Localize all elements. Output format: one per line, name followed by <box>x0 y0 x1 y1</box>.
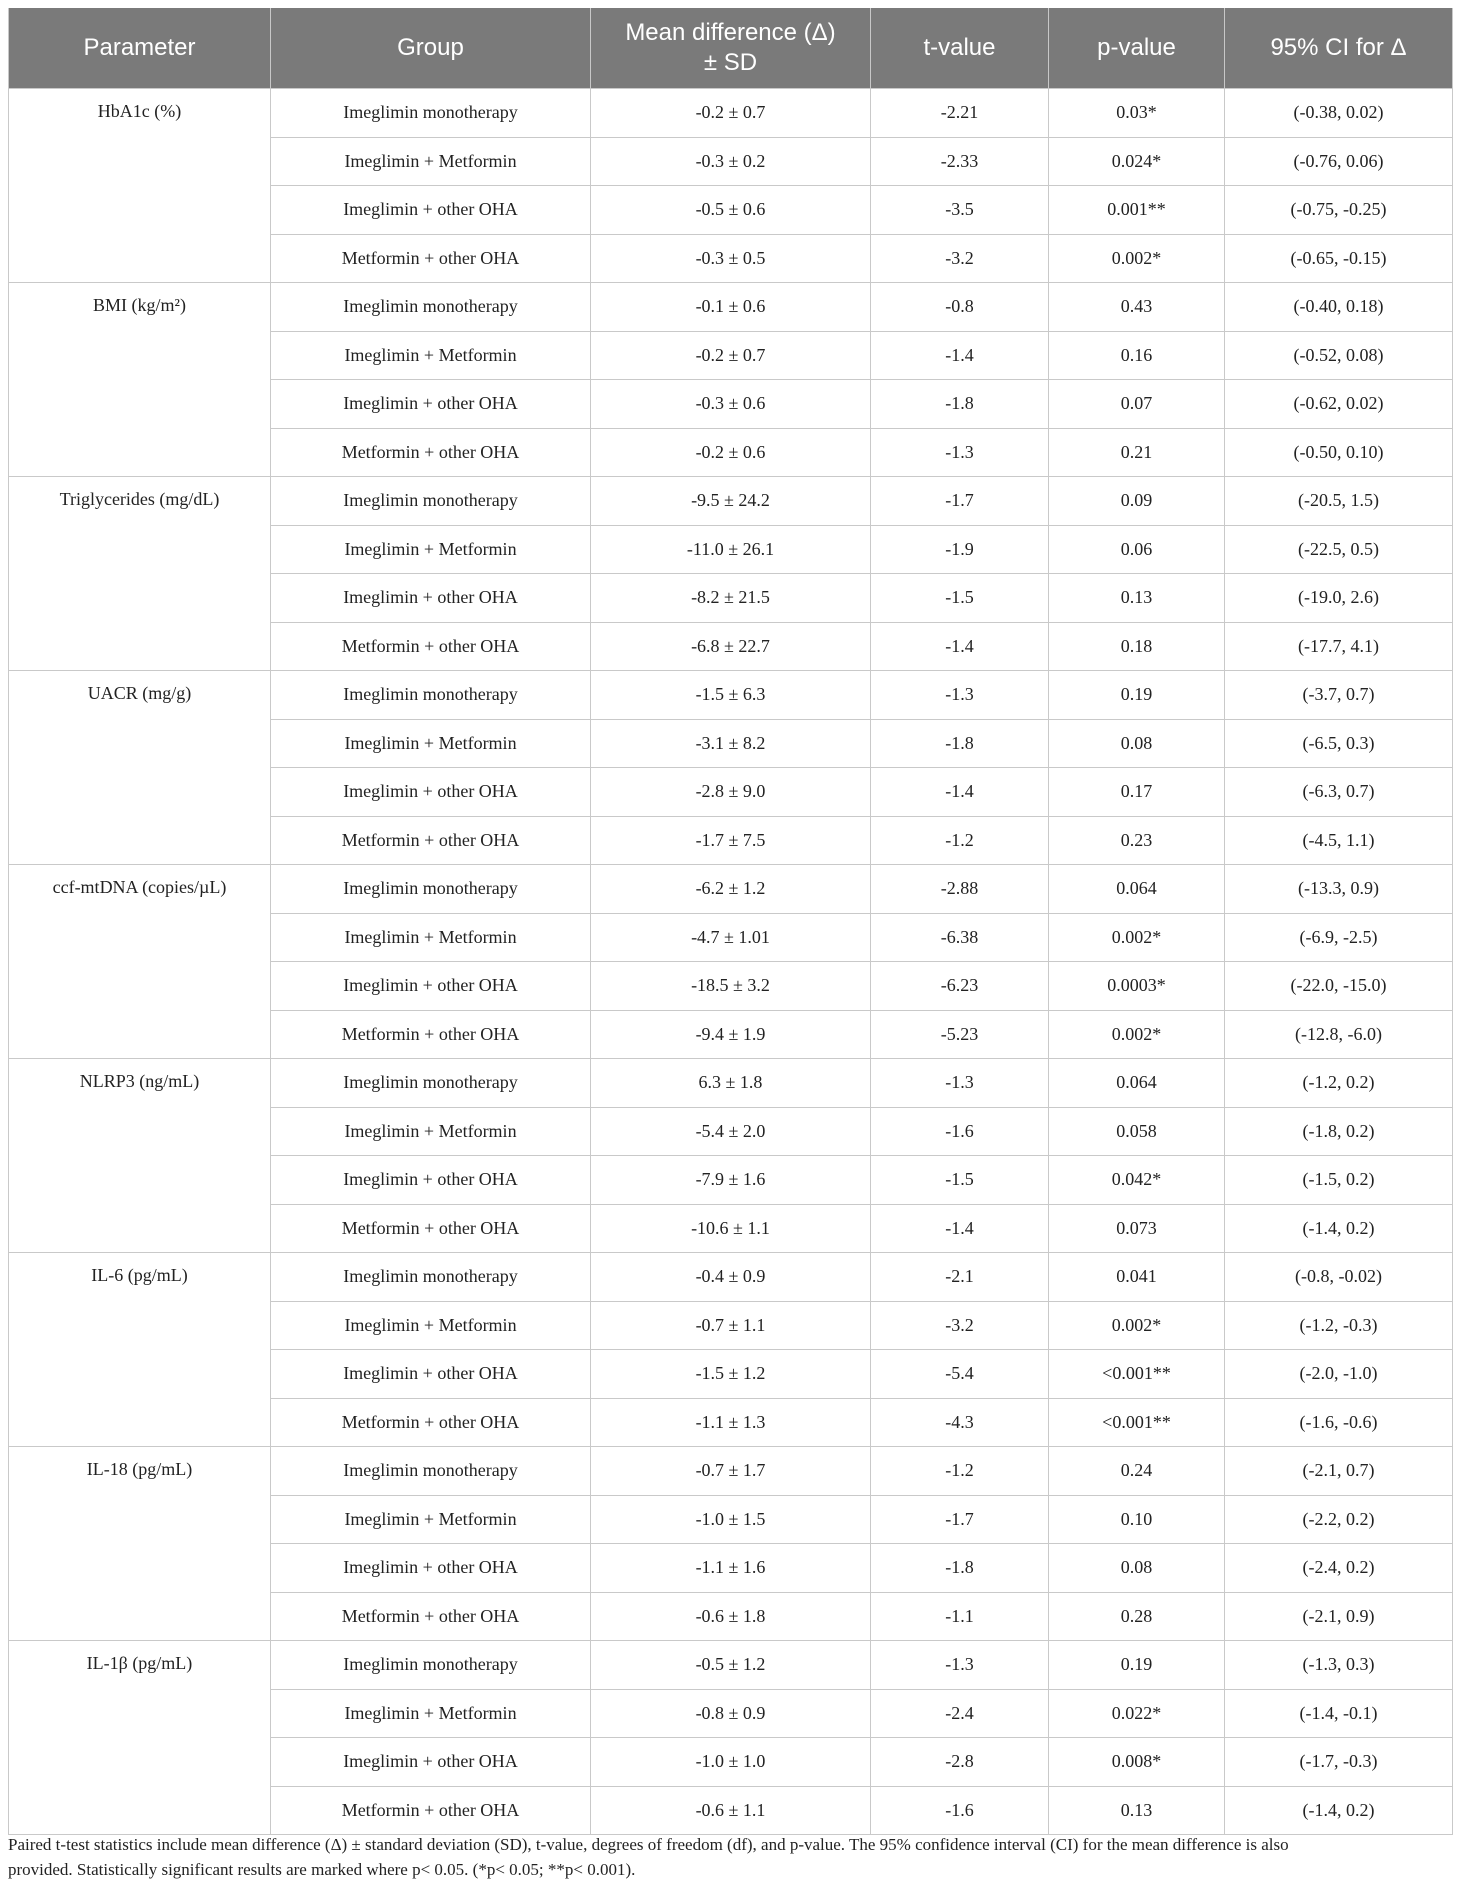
p-value-cell: 0.21 <box>1049 428 1225 477</box>
t-value-cell: -6.23 <box>871 962 1049 1011</box>
t-value-cell: -2.21 <box>871 89 1049 138</box>
parameter-cell: ccf-mtDNA (copies/µL) <box>9 865 271 1059</box>
mean-difference-cell: -0.7 ± 1.7 <box>591 1447 871 1496</box>
paired-t-test-table <box>8 8 1453 1835</box>
mean-difference-cell: -0.4 ± 0.9 <box>591 1253 871 1302</box>
group-cell: Imeglimin monotherapy <box>271 89 591 138</box>
header-parameter <box>9 8 271 89</box>
ci-cell: (-1.4, -0.1) <box>1225 1689 1453 1738</box>
t-value-cell: -0.8 <box>871 283 1049 332</box>
parameter-cell: UACR (mg/g) <box>9 671 271 865</box>
group-cell: Imeglimin monotherapy <box>271 283 591 332</box>
p-value-cell: 0.0003* <box>1049 962 1225 1011</box>
mean-difference-cell: -0.5 ± 1.2 <box>591 1641 871 1690</box>
p-value-cell: 0.002* <box>1049 1301 1225 1350</box>
group-cell: Imeglimin monotherapy <box>271 865 591 914</box>
group-cell: Metformin + other OHA <box>271 816 591 865</box>
ci-cell: (-6.9, -2.5) <box>1225 913 1453 962</box>
mean-difference-cell: -0.2 ± 0.7 <box>591 331 871 380</box>
p-value-cell: 0.022* <box>1049 1689 1225 1738</box>
results-table-container <box>8 8 1452 1835</box>
t-value-cell: -1.5 <box>871 574 1049 623</box>
table-row <box>9 1447 1453 1496</box>
t-value-cell: -1.3 <box>871 1641 1049 1690</box>
table-row <box>9 283 1453 332</box>
ci-cell: (-1.4, 0.2) <box>1225 1204 1453 1253</box>
mean-difference-cell: -6.8 ± 22.7 <box>591 622 871 671</box>
mean-difference-cell: -0.3 ± 0.6 <box>591 380 871 429</box>
t-value-cell: -1.4 <box>871 622 1049 671</box>
p-value-cell: 0.08 <box>1049 1544 1225 1593</box>
group-cell: Imeglimin + Metformin <box>271 719 591 768</box>
p-value-cell: <0.001** <box>1049 1398 1225 1447</box>
ci-cell: (-13.3, 0.9) <box>1225 865 1453 914</box>
t-value-cell: -2.1 <box>871 1253 1049 1302</box>
header-t-value <box>871 8 1049 89</box>
mean-difference-cell: -9.4 ± 1.9 <box>591 1010 871 1059</box>
group-cell: Imeglimin + other OHA <box>271 574 591 623</box>
mean-difference-cell: -0.6 ± 1.8 <box>591 1592 871 1641</box>
p-value-cell: 0.17 <box>1049 768 1225 817</box>
footnote-line-1: Paired t-test statistics include mean difference (Δ) ± standard deviation (SD), t-value, degrees of freedom (df), and p-value. The 95% confidence interval (CI) for the mean difference is also <box>8 1835 1289 1854</box>
group-cell: Imeglimin + Metformin <box>271 525 591 574</box>
ci-cell: (-2.0, -1.0) <box>1225 1350 1453 1399</box>
group-cell: Imeglimin monotherapy <box>271 1641 591 1690</box>
mean-difference-cell: -8.2 ± 21.5 <box>591 574 871 623</box>
ci-cell: (-20.5, 1.5) <box>1225 477 1453 526</box>
t-value-cell: -1.7 <box>871 1495 1049 1544</box>
ci-cell: (-2.2, 0.2) <box>1225 1495 1453 1544</box>
ci-cell: (-0.76, 0.06) <box>1225 137 1453 186</box>
group-cell: Imeglimin + Metformin <box>271 137 591 186</box>
mean-difference-cell: -0.1 ± 0.6 <box>591 283 871 332</box>
p-value-cell: <0.001** <box>1049 1350 1225 1399</box>
t-value-cell: -1.2 <box>871 816 1049 865</box>
ci-cell: (-12.8, -6.0) <box>1225 1010 1453 1059</box>
header-mean-difference <box>591 8 871 89</box>
group-cell: Imeglimin + other OHA <box>271 768 591 817</box>
mean-difference-cell: -0.3 ± 0.2 <box>591 137 871 186</box>
p-value-cell: 0.002* <box>1049 1010 1225 1059</box>
mean-difference-cell: -4.7 ± 1.01 <box>591 913 871 962</box>
p-value-cell: 0.002* <box>1049 913 1225 962</box>
ci-cell: (-1.4, 0.2) <box>1225 1786 1453 1835</box>
group-cell: Metformin + other OHA <box>271 1786 591 1835</box>
group-cell: Metformin + other OHA <box>271 1592 591 1641</box>
mean-difference-cell: -2.8 ± 9.0 <box>591 768 871 817</box>
ci-cell: (-1.7, -0.3) <box>1225 1738 1453 1787</box>
t-value-cell: -1.2 <box>871 1447 1049 1496</box>
mean-difference-cell: -0.2 ± 0.7 <box>591 89 871 138</box>
group-cell: Imeglimin + Metformin <box>271 1689 591 1738</box>
mean-difference-cell: -0.7 ± 1.1 <box>591 1301 871 1350</box>
group-cell: Imeglimin monotherapy <box>271 671 591 720</box>
group-cell: Imeglimin + Metformin <box>271 331 591 380</box>
header-t-value-line: t-value <box>923 34 996 61</box>
header-group <box>271 8 591 89</box>
mean-difference-cell: -5.4 ± 2.0 <box>591 1107 871 1156</box>
t-value-cell: -2.33 <box>871 137 1049 186</box>
table-row <box>9 671 1453 720</box>
group-cell: Imeglimin + other OHA <box>271 1738 591 1787</box>
group-cell: Metformin + other OHA <box>271 428 591 477</box>
parameter-cell: Triglycerides (mg/dL) <box>9 477 271 671</box>
group-cell: Imeglimin + other OHA <box>271 1544 591 1593</box>
ci-cell: (-3.7, 0.7) <box>1225 671 1453 720</box>
t-value-cell: -1.4 <box>871 768 1049 817</box>
group-cell: Metformin + other OHA <box>271 1398 591 1447</box>
ci-cell: (-0.65, -0.15) <box>1225 234 1453 283</box>
mean-difference-cell: -3.1 ± 8.2 <box>591 719 871 768</box>
t-value-cell: -1.4 <box>871 1204 1049 1253</box>
ci-cell: (-1.5, 0.2) <box>1225 1156 1453 1205</box>
t-value-cell: -1.6 <box>871 1107 1049 1156</box>
mean-difference-cell: -0.2 ± 0.6 <box>591 428 871 477</box>
t-value-cell: -1.8 <box>871 719 1049 768</box>
ci-cell: (-22.5, 0.5) <box>1225 525 1453 574</box>
ci-cell: (-2.1, 0.9) <box>1225 1592 1453 1641</box>
mean-difference-cell: 6.3 ± 1.8 <box>591 1059 871 1108</box>
p-value-cell: 0.008* <box>1049 1738 1225 1787</box>
group-cell: Imeglimin + other OHA <box>271 380 591 429</box>
p-value-cell: 0.24 <box>1049 1447 1225 1496</box>
group-cell: Imeglimin + other OHA <box>271 962 591 1011</box>
table-row <box>9 865 1453 914</box>
mean-difference-cell: -0.6 ± 1.1 <box>591 1786 871 1835</box>
t-value-cell: -1.8 <box>871 380 1049 429</box>
p-value-cell: 0.03* <box>1049 89 1225 138</box>
t-value-cell: -2.88 <box>871 865 1049 914</box>
parameter-cell: BMI (kg/m²) <box>9 283 271 477</box>
t-value-cell: -3.5 <box>871 186 1049 235</box>
header-mean-difference-line: ± SD <box>703 49 758 76</box>
ci-cell: (-17.7, 4.1) <box>1225 622 1453 671</box>
footnote-line-2: provided. Statistically significant results are marked where p< 0.05. (*p< 0.05; **p< 0.001). <box>8 1860 636 1879</box>
header-parameter-line: Parameter <box>83 34 196 61</box>
group-cell: Imeglimin + other OHA <box>271 186 591 235</box>
t-value-cell: -1.7 <box>871 477 1049 526</box>
mean-difference-cell: -1.0 ± 1.5 <box>591 1495 871 1544</box>
header-ci <box>1225 8 1453 89</box>
table-row <box>9 1253 1453 1302</box>
ci-cell: (-22.0, -15.0) <box>1225 962 1453 1011</box>
group-cell: Imeglimin monotherapy <box>271 1447 591 1496</box>
mean-difference-cell: -11.0 ± 26.1 <box>591 525 871 574</box>
table-footnote <box>8 1832 1452 1882</box>
p-value-cell: 0.002* <box>1049 234 1225 283</box>
mean-difference-cell: -6.2 ± 1.2 <box>591 865 871 914</box>
t-value-cell: -4.3 <box>871 1398 1049 1447</box>
t-value-cell: -1.3 <box>871 671 1049 720</box>
p-value-cell: 0.19 <box>1049 671 1225 720</box>
mean-difference-cell: -18.5 ± 3.2 <box>591 962 871 1011</box>
ci-cell: (-0.40, 0.18) <box>1225 283 1453 332</box>
p-value-cell: 0.06 <box>1049 525 1225 574</box>
t-value-cell: -1.9 <box>871 525 1049 574</box>
table-body <box>9 89 1453 1835</box>
p-value-cell: 0.28 <box>1049 1592 1225 1641</box>
p-value-cell: 0.10 <box>1049 1495 1225 1544</box>
parameter-cell: IL-1β (pg/mL) <box>9 1641 271 1835</box>
header-group-line: Group <box>397 34 464 61</box>
ci-cell: (-0.75, -0.25) <box>1225 186 1453 235</box>
t-value-cell: -6.38 <box>871 913 1049 962</box>
ci-cell: (-1.2, -0.3) <box>1225 1301 1453 1350</box>
t-value-cell: -1.1 <box>871 1592 1049 1641</box>
ci-cell: (-6.5, 0.3) <box>1225 719 1453 768</box>
ci-cell: (-1.8, 0.2) <box>1225 1107 1453 1156</box>
ci-cell: (-6.3, 0.7) <box>1225 768 1453 817</box>
t-value-cell: -2.8 <box>871 1738 1049 1787</box>
p-value-cell: 0.07 <box>1049 380 1225 429</box>
p-value-cell: 0.001** <box>1049 186 1225 235</box>
mean-difference-cell: -0.8 ± 0.9 <box>591 1689 871 1738</box>
mean-difference-cell: -1.5 ± 6.3 <box>591 671 871 720</box>
table-row <box>9 477 1453 526</box>
group-cell: Imeglimin monotherapy <box>271 1253 591 1302</box>
mean-difference-cell: -1.0 ± 1.0 <box>591 1738 871 1787</box>
p-value-cell: 0.064 <box>1049 1059 1225 1108</box>
mean-difference-cell: -10.6 ± 1.1 <box>591 1204 871 1253</box>
table-header <box>9 8 1453 89</box>
t-value-cell: -1.4 <box>871 331 1049 380</box>
t-value-cell: -5.4 <box>871 1350 1049 1399</box>
p-value-cell: 0.23 <box>1049 816 1225 865</box>
group-cell: Metformin + other OHA <box>271 1204 591 1253</box>
mean-difference-cell: -0.3 ± 0.5 <box>591 234 871 283</box>
parameter-cell: IL-6 (pg/mL) <box>9 1253 271 1447</box>
t-value-cell: -1.8 <box>871 1544 1049 1593</box>
header-mean-difference-line: Mean difference (Δ) <box>625 19 836 46</box>
p-value-cell: 0.19 <box>1049 1641 1225 1690</box>
mean-difference-cell: -1.1 ± 1.3 <box>591 1398 871 1447</box>
t-value-cell: -2.4 <box>871 1689 1049 1738</box>
parameter-cell: IL-18 (pg/mL) <box>9 1447 271 1641</box>
ci-cell: (-1.2, 0.2) <box>1225 1059 1453 1108</box>
header-p-value <box>1049 8 1225 89</box>
table-row <box>9 1059 1453 1108</box>
table-row <box>9 89 1453 138</box>
t-value-cell: -1.5 <box>871 1156 1049 1205</box>
t-value-cell: -1.3 <box>871 428 1049 477</box>
ci-cell: (-2.1, 0.7) <box>1225 1447 1453 1496</box>
group-cell: Imeglimin + Metformin <box>271 1107 591 1156</box>
p-value-cell: 0.041 <box>1049 1253 1225 1302</box>
ci-cell: (-0.8, -0.02) <box>1225 1253 1453 1302</box>
group-cell: Imeglimin + Metformin <box>271 1495 591 1544</box>
p-value-cell: 0.18 <box>1049 622 1225 671</box>
p-value-cell: 0.09 <box>1049 477 1225 526</box>
p-value-cell: 0.073 <box>1049 1204 1225 1253</box>
mean-difference-cell: -7.9 ± 1.6 <box>591 1156 871 1205</box>
p-value-cell: 0.13 <box>1049 574 1225 623</box>
group-cell: Metformin + other OHA <box>271 234 591 283</box>
table-row <box>9 1641 1453 1690</box>
ci-cell: (-2.4, 0.2) <box>1225 1544 1453 1593</box>
ci-cell: (-0.52, 0.08) <box>1225 331 1453 380</box>
t-value-cell: -5.23 <box>871 1010 1049 1059</box>
ci-cell: (-1.3, 0.3) <box>1225 1641 1453 1690</box>
group-cell: Imeglimin monotherapy <box>271 477 591 526</box>
t-value-cell: -1.3 <box>871 1059 1049 1108</box>
ci-cell: (-1.6, -0.6) <box>1225 1398 1453 1447</box>
group-cell: Metformin + other OHA <box>271 1010 591 1059</box>
group-cell: Imeglimin + other OHA <box>271 1156 591 1205</box>
group-cell: Imeglimin monotherapy <box>271 1059 591 1108</box>
mean-difference-cell: -0.5 ± 0.6 <box>591 186 871 235</box>
parameter-cell: NLRP3 (ng/mL) <box>9 1059 271 1253</box>
t-value-cell: -1.6 <box>871 1786 1049 1835</box>
group-cell: Imeglimin + Metformin <box>271 913 591 962</box>
t-value-cell: -3.2 <box>871 234 1049 283</box>
ci-cell: (-0.62, 0.02) <box>1225 380 1453 429</box>
p-value-cell: 0.024* <box>1049 137 1225 186</box>
p-value-cell: 0.042* <box>1049 1156 1225 1205</box>
p-value-cell: 0.08 <box>1049 719 1225 768</box>
p-value-cell: 0.16 <box>1049 331 1225 380</box>
parameter-cell: HbA1c (%) <box>9 89 271 283</box>
p-value-cell: 0.064 <box>1049 865 1225 914</box>
ci-cell: (-0.50, 0.10) <box>1225 428 1453 477</box>
group-cell: Imeglimin + other OHA <box>271 1350 591 1399</box>
ci-cell: (-19.0, 2.6) <box>1225 574 1453 623</box>
t-value-cell: -3.2 <box>871 1301 1049 1350</box>
mean-difference-cell: -1.5 ± 1.2 <box>591 1350 871 1399</box>
ci-cell: (-0.38, 0.02) <box>1225 89 1453 138</box>
p-value-cell: 0.13 <box>1049 1786 1225 1835</box>
header-row <box>9 8 1453 89</box>
group-cell: Metformin + other OHA <box>271 622 591 671</box>
header-p-value-line: p-value <box>1097 34 1176 61</box>
mean-difference-cell: -9.5 ± 24.2 <box>591 477 871 526</box>
ci-cell: (-4.5, 1.1) <box>1225 816 1453 865</box>
mean-difference-cell: -1.1 ± 1.6 <box>591 1544 871 1593</box>
p-value-cell: 0.058 <box>1049 1107 1225 1156</box>
mean-difference-cell: -1.7 ± 7.5 <box>591 816 871 865</box>
header-ci-line: 95% CI for Δ <box>1270 34 1407 61</box>
group-cell: Imeglimin + Metformin <box>271 1301 591 1350</box>
p-value-cell: 0.43 <box>1049 283 1225 332</box>
